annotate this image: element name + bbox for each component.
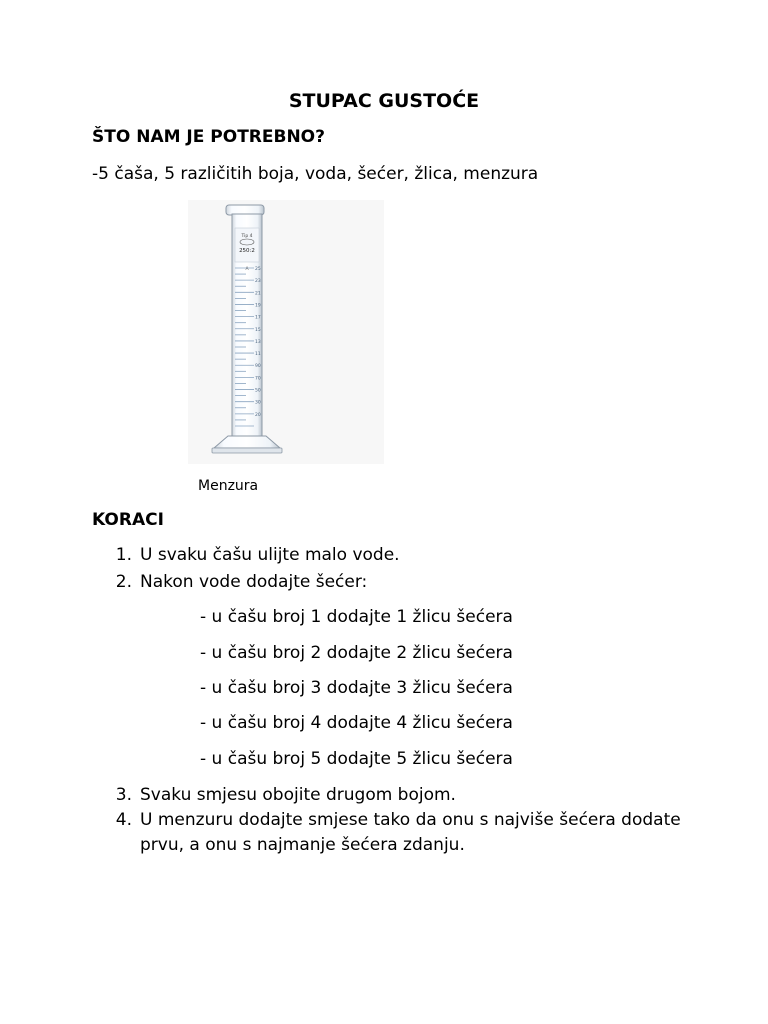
graduation-label: 11 xyxy=(255,352,261,358)
step-text: U svaku čašu ulijte malo vode. xyxy=(140,545,400,565)
graduation-label: 13 xyxy=(255,339,261,345)
needed-heading: ŠTO NAM JE POTREBNO? xyxy=(92,127,325,147)
substep-item: - u čašu broj 2 dodajte 2 žlicu šećera xyxy=(200,643,513,663)
figure-caption: Menzura xyxy=(198,478,259,494)
cylinder-label-line: Tip 4 xyxy=(241,234,253,239)
step-number: 4. xyxy=(115,810,132,830)
substep-item: - u čašu broj 1 dodajte 1 žlicu šećera xyxy=(200,607,513,627)
step-number: 1. xyxy=(115,545,132,565)
graduation-label: 70 xyxy=(255,376,261,382)
graduation-label: 17 xyxy=(255,315,261,321)
materials-text: -5 čaša, 5 različitih boja, voda, šećer, žlica, menzura xyxy=(92,164,539,184)
graduation-label: 25 xyxy=(255,267,261,272)
substep-item: - u čašu broj 4 dodajte 4 žlicu šećera xyxy=(200,713,513,733)
graduated-cylinder-illustration xyxy=(188,200,384,464)
cylinder-label-line: A xyxy=(245,267,249,272)
substep-item: - u čašu broj 3 dodajte 3 žlicu šećera xyxy=(200,678,513,698)
graduation-label: 15 xyxy=(255,327,261,333)
graduation-label: 23 xyxy=(255,279,261,285)
graduation-label: 21 xyxy=(255,291,261,297)
graduation-label: 20 xyxy=(255,412,261,418)
page-title: STUPAC GUSTOĆE xyxy=(288,90,480,112)
graduation-label: 50 xyxy=(255,388,261,394)
step-text: Svaku smjesu obojite drugom bojom. xyxy=(140,785,456,805)
graduation-label: 30 xyxy=(255,400,261,406)
step-number: 2. xyxy=(115,572,132,592)
graduated-cylinder-image xyxy=(188,200,384,464)
step-text: U menzuru dodajte smjese tako da onu s najviše šećera dodate xyxy=(140,810,681,830)
graduation-label: 90 xyxy=(255,364,261,370)
step-text: Nakon vode dodajte šećer: xyxy=(140,572,368,592)
graduation-label: 19 xyxy=(255,303,261,309)
steps-heading: KORACI xyxy=(92,510,164,530)
substep-item: - u čašu broj 5 dodajte 5 žlicu šećera xyxy=(200,749,513,769)
step-text-continuation: prvu, a onu s najmanje šećera zdanju. xyxy=(140,835,465,855)
step-number: 3. xyxy=(115,785,132,805)
cylinder-label-line: 250:2 xyxy=(239,248,255,254)
